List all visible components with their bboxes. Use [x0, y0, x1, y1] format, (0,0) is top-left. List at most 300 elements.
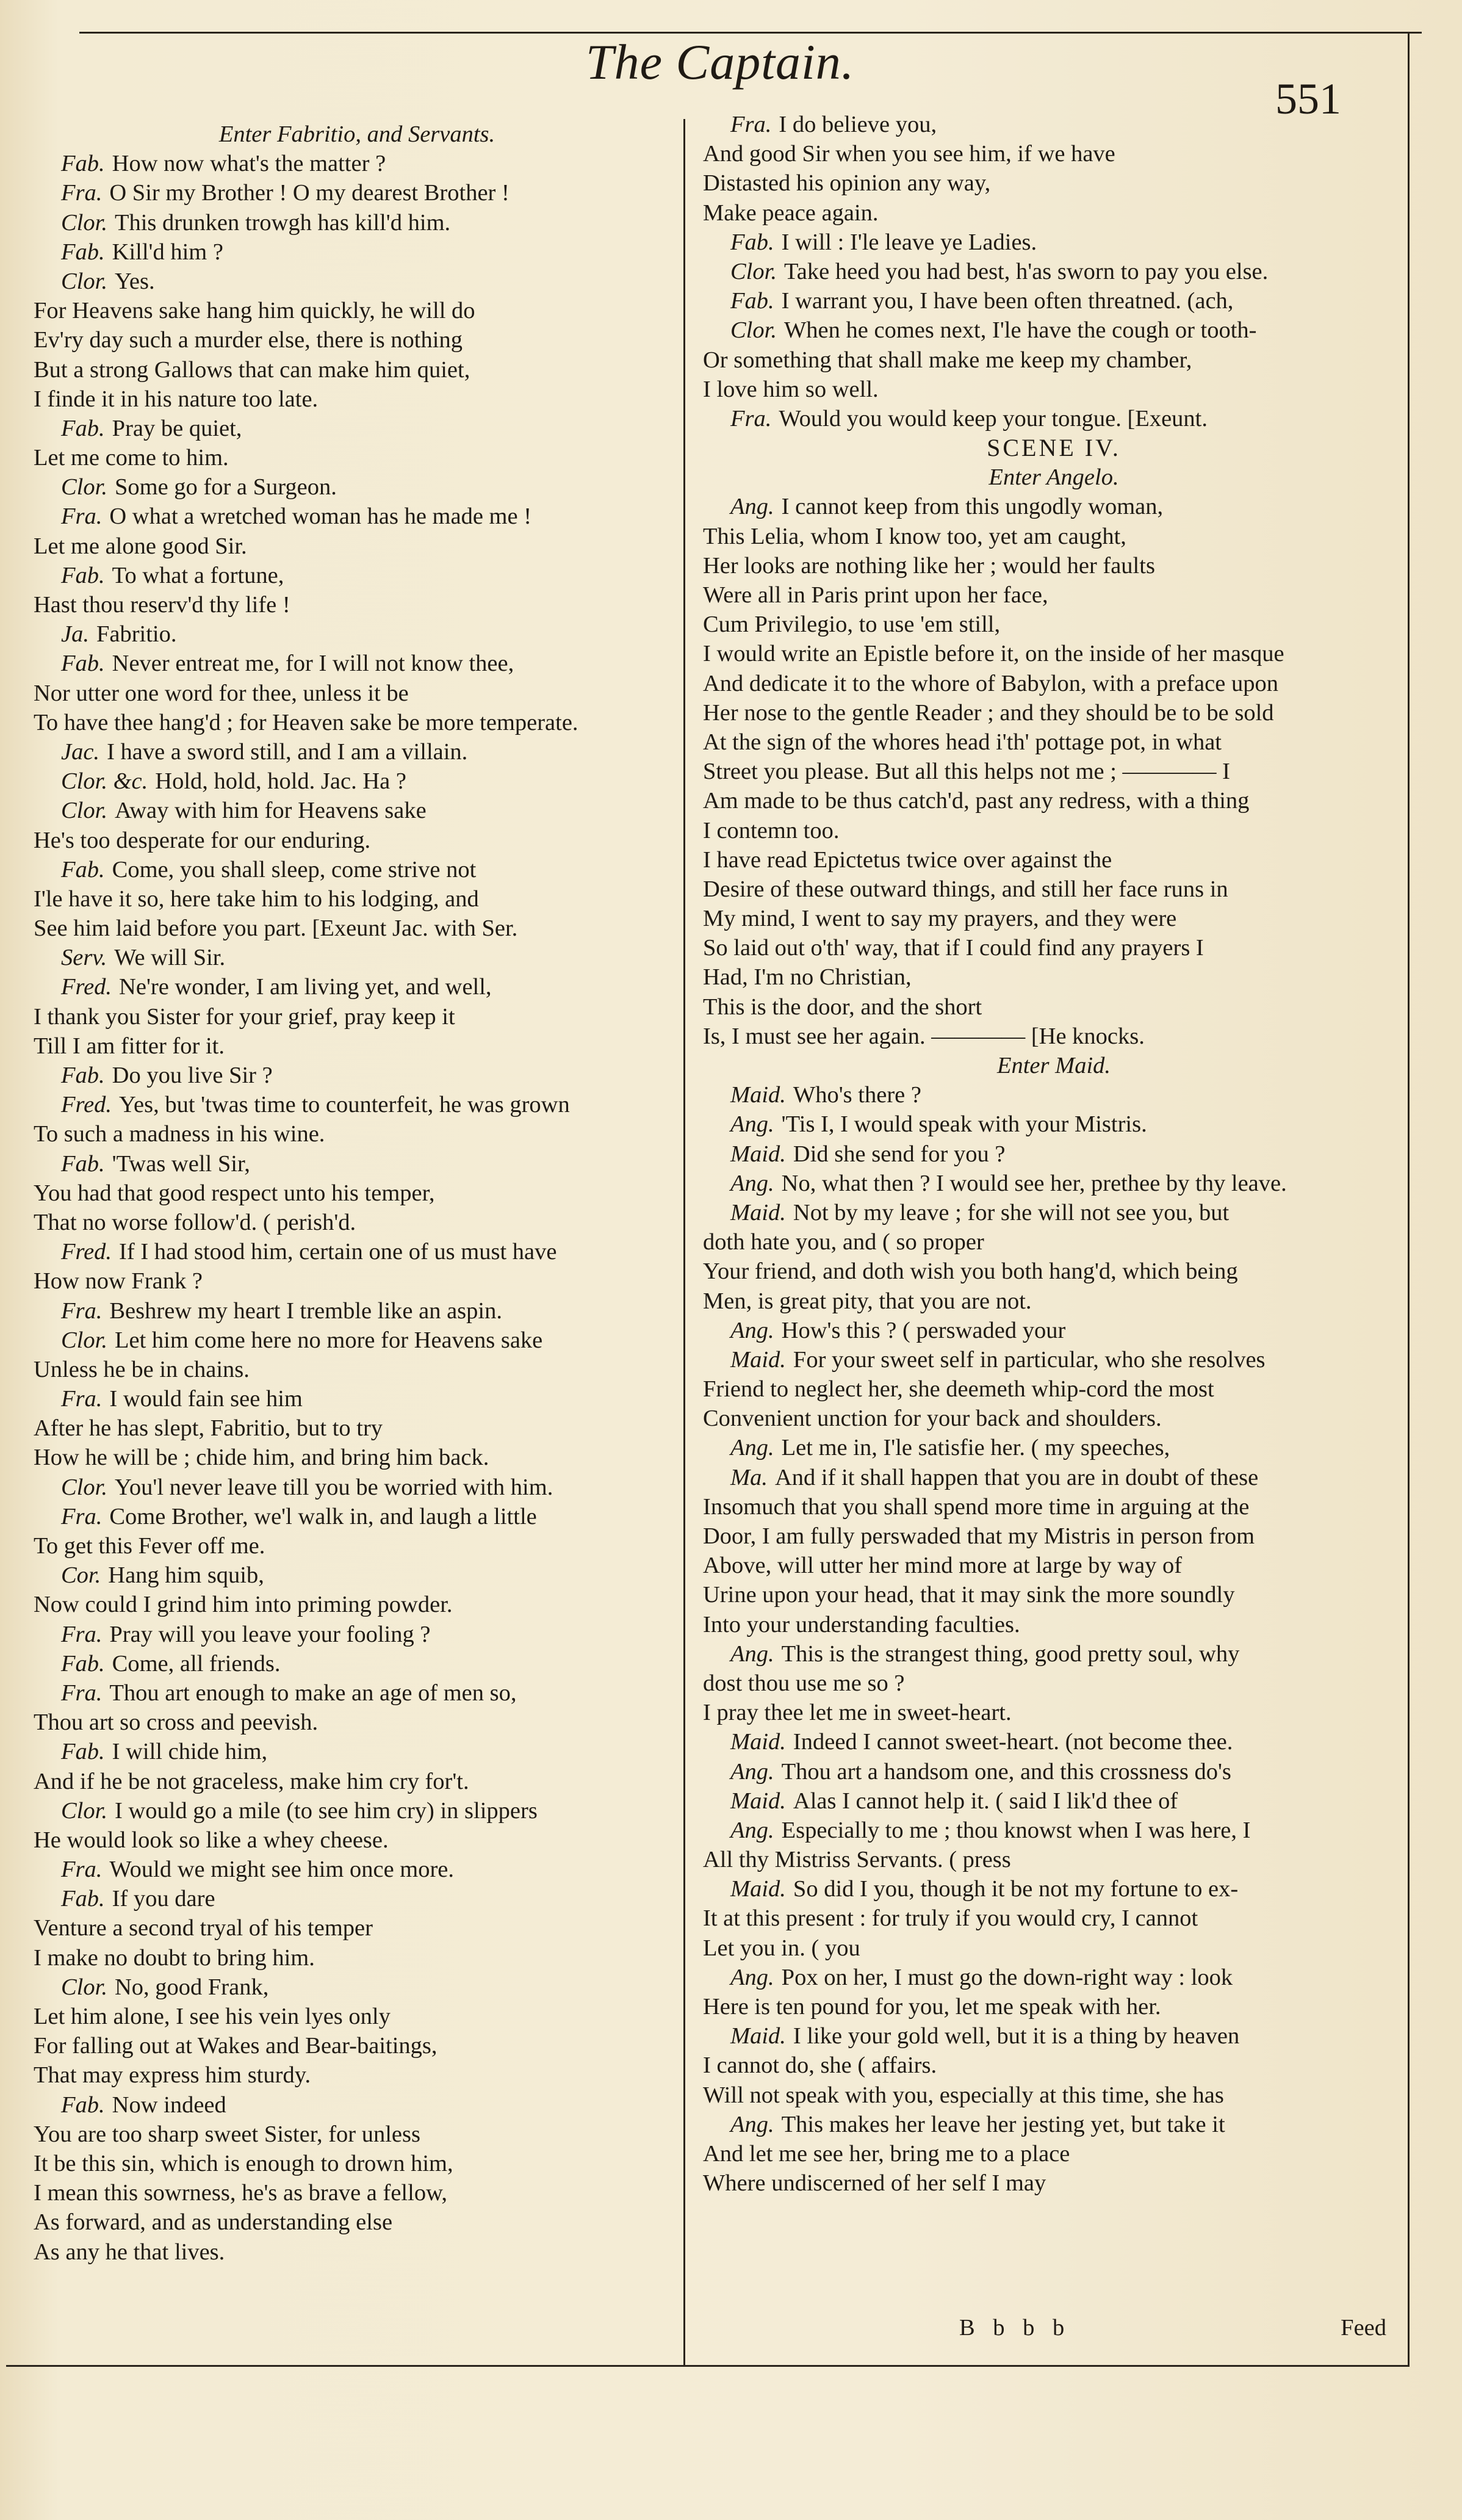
- line-text: All thy Mistriss Servants. ( press: [703, 1847, 1011, 1873]
- line-text: Let me in, I'le satisfie her. ( my speeches,: [781, 1435, 1170, 1461]
- verse-line: [34, 649, 680, 678]
- speaker-name: Fra.: [61, 1386, 103, 1412]
- line-text: We will Sir.: [114, 945, 226, 971]
- verse-line: [34, 1913, 680, 1943]
- verse-line: [34, 149, 680, 178]
- line-text: How now Frank ?: [34, 1268, 203, 1294]
- verse-line: [34, 1855, 680, 1884]
- verse-line: [34, 1208, 680, 1237]
- verse-line: [703, 992, 1405, 1022]
- speaker-name: Fra.: [61, 1298, 103, 1324]
- verse-line: [34, 1384, 680, 1413]
- line-text: Will not speak with you, especially at this time, she has: [703, 2082, 1224, 2108]
- speaker-name: Fra.: [730, 112, 772, 137]
- line-text: To what a fortune,: [112, 562, 284, 588]
- verse-line: [34, 2060, 680, 2090]
- verse-line: [34, 1031, 680, 1061]
- verse-line: [34, 2090, 680, 2120]
- line-text: Above, will utter her mind more at large by way of: [703, 1553, 1183, 1579]
- line-text: Convenient unction for your back and shoulders.: [703, 1406, 1162, 1432]
- verse-line: [703, 1257, 1405, 1286]
- line-text: You'l never leave till you be worried with him.: [114, 1474, 553, 1500]
- line-text: He would look so like a whey cheese.: [34, 1827, 389, 1853]
- verse-line: [703, 1080, 1405, 1110]
- verse-line: [34, 267, 680, 296]
- speaker-name: Fra.: [61, 504, 103, 530]
- line-text: As forward, and as understanding else: [34, 2209, 393, 2236]
- line-text: Pray be quiet,: [112, 415, 242, 441]
- line-text: Her looks are nothing like her ; would her faults: [703, 552, 1155, 579]
- speaker-name: Clor.: [61, 798, 107, 824]
- verse-line: [34, 826, 680, 855]
- verse-line: [703, 580, 1405, 610]
- speaker-name: Fred.: [61, 1239, 112, 1265]
- verse-line: [34, 2237, 680, 2267]
- speaker-name: Clor.: [61, 1974, 107, 2000]
- verse-line: [703, 1580, 1405, 1609]
- line-text: This drunken trowgh has kill'd him.: [114, 209, 451, 236]
- verse-line: [703, 492, 1405, 521]
- speaker-name: Fab.: [61, 562, 105, 588]
- verse-line: [34, 1943, 680, 1973]
- right-text-column: [703, 110, 1405, 2198]
- speaker-name: Clor.: [61, 1797, 107, 1824]
- line-text: He's too desperate for our enduring.: [34, 827, 371, 853]
- line-text: It be this sin, which is enough to drown him,: [34, 2150, 453, 2176]
- verse-line: [34, 2031, 680, 2060]
- speaker-name: Maid.: [730, 1729, 786, 1755]
- line-text: This Lelia, whom I know too, yet am caught,: [703, 523, 1126, 549]
- verse-line: [703, 1227, 1405, 1257]
- verse-line: [34, 2120, 680, 2149]
- line-text: Make peace again.: [703, 200, 879, 226]
- verse-line: [703, 286, 1405, 316]
- line-text: Is, I must see her again. ———— [He knocks.: [703, 1023, 1145, 1049]
- speaker-name: Fra.: [61, 180, 103, 206]
- verse-line: [34, 472, 680, 502]
- speaker-name: Ang.: [730, 1964, 774, 1990]
- verse-line: [34, 178, 680, 208]
- verse-line: [34, 619, 680, 649]
- verse-line: [703, 1404, 1405, 1433]
- line-text: Let you in. ( you: [703, 1935, 860, 1961]
- verse-line: [34, 325, 680, 355]
- line-text: Ev'ry day such a murder else, there is nothing: [34, 327, 463, 353]
- speaker-name: Fab.: [61, 1650, 105, 1677]
- speaker-name: Fab.: [61, 151, 105, 177]
- verse-line: [703, 168, 1405, 198]
- speaker-name: Fra.: [61, 1621, 103, 1647]
- line-text: Cum Privilegio, to use 'em still,: [703, 612, 1001, 638]
- speaker-name: Maid.: [730, 2023, 786, 2049]
- verse-line: [703, 1522, 1405, 1551]
- line-text: Come, you shall sleep, come strive not: [112, 856, 477, 883]
- verse-line: [34, 1884, 680, 1913]
- line-text: Fabritio.: [96, 621, 177, 648]
- verse-line: [34, 1973, 680, 2002]
- verse-line: [34, 532, 680, 561]
- verse-line: [703, 2110, 1405, 2139]
- line-text: My mind, I went to say my prayers, and they were: [703, 906, 1177, 932]
- verse-line: [34, 384, 680, 414]
- verse-line: [34, 355, 680, 384]
- verse-line: [34, 1413, 680, 1443]
- speaker-name: Jac.: [61, 738, 100, 765]
- stage-direction: Enter Maid.: [996, 1053, 1111, 1078]
- line-text: How's this ? ( perswaded your: [781, 1317, 1066, 1343]
- verse-line: [703, 1874, 1405, 1904]
- speaker-name: Clor.: [61, 209, 107, 236]
- line-text: dost thou use me so ?: [703, 1670, 905, 1696]
- verse-line: [703, 610, 1405, 639]
- speaker-name: Clor.: [61, 268, 107, 294]
- line-text: 'Tis I, I would speak with your Mistris.: [781, 1111, 1147, 1138]
- line-text: To such a madness in his wine.: [34, 1121, 325, 1147]
- line-text: If I had stood him, certain one of us must have: [119, 1239, 557, 1265]
- verse-line: [34, 561, 680, 590]
- verse-line: [703, 845, 1405, 875]
- verse-line: [703, 933, 1405, 962]
- line-text: I would fain see him: [109, 1386, 303, 1412]
- verse-line: [703, 2051, 1405, 2080]
- line-text: So laid out o'th' way, that if I could find any prayers I: [703, 935, 1204, 961]
- speaker-name: Clor.: [61, 1474, 107, 1500]
- line-text: Here is ten pound for you, let me speak with her.: [703, 1994, 1161, 2020]
- speaker-name: Serv.: [61, 945, 107, 971]
- line-text: Your friend, and doth wish you both hang'd, which being: [703, 1258, 1238, 1285]
- line-text: And if he be not graceless, make him cry for't.: [34, 1768, 469, 1794]
- verse-line: [703, 228, 1405, 257]
- verse-line: [703, 1786, 1405, 1816]
- line-text: Into your understanding faculties.: [703, 1611, 1020, 1637]
- line-text: Street you please. But all this helps not me ; ———— I: [703, 759, 1230, 785]
- line-text: Had, I'm no Christian,: [703, 964, 912, 991]
- line-text: Would we might see him once more.: [109, 1857, 455, 1883]
- verse-line: [703, 639, 1405, 668]
- verse-line: [703, 2168, 1405, 2198]
- verse-line: [34, 296, 680, 325]
- running-title: The Captain.: [586, 34, 855, 90]
- speaker-name: Fab.: [730, 229, 774, 255]
- verse-line: [34, 1326, 680, 1355]
- verse-line: [34, 1179, 680, 1208]
- line-text: Let him alone, I see his vein lyes only: [34, 2004, 391, 2029]
- speaker-name: Fab.: [61, 1063, 105, 1088]
- verse-line: [703, 757, 1405, 786]
- verse-line: [703, 522, 1405, 551]
- verse-line: [34, 855, 680, 884]
- verse-line: [34, 1708, 680, 1737]
- verse-line: [703, 345, 1405, 375]
- line-text: I pray thee let me in sweet-heart.: [703, 1700, 1012, 1726]
- verse-line: [34, 884, 680, 914]
- speaker-name: Fra.: [61, 1857, 103, 1883]
- line-text: Venture a second tryal of his temper: [34, 1915, 373, 1941]
- verse-line: [703, 1639, 1405, 1669]
- line-text: I do believe you,: [779, 112, 937, 137]
- speaker-name: Ma.: [730, 1464, 768, 1490]
- speaker-name: Fra.: [61, 1680, 103, 1706]
- speaker-name: Fab.: [61, 651, 105, 677]
- line-text: This is the door, and the short: [703, 994, 982, 1020]
- verse-line: [34, 1443, 680, 1472]
- signature-mark: B b b b: [959, 2315, 1071, 2341]
- line-text: 'Twas well Sir,: [112, 1150, 250, 1177]
- verse-line: [34, 1090, 680, 1119]
- verse-line: [34, 502, 680, 531]
- line-text: See him laid before you part. [Exeunt Jac. with Ser.: [34, 915, 518, 942]
- verse-line: [34, 708, 680, 737]
- line-text: How now what's the matter ?: [112, 151, 386, 177]
- line-text: No, good Frank,: [114, 1974, 269, 2000]
- speaker-name: Fab.: [61, 415, 105, 441]
- line-text: Some go for a Surgeon.: [114, 474, 337, 500]
- speaker-name: Maid.: [730, 1141, 786, 1167]
- line-text: I will chide him,: [112, 1739, 268, 1765]
- line-text: And good Sir when you see him, if we have: [703, 141, 1115, 167]
- speaker-name: Fab.: [61, 856, 105, 883]
- line-text: Insomuch that you shall spend more time in arguing at the: [703, 1493, 1250, 1520]
- speaker-name: Cor.: [61, 1562, 101, 1589]
- line-text: Not by my leave ; for she will not see you, but: [793, 1199, 1230, 1226]
- line-text: You are too sharp sweet Sister, for unless: [34, 2121, 420, 2147]
- line-text: And dedicate it to the whore of Babylon, with a preface upon: [703, 670, 1278, 696]
- verse-line: [703, 1845, 1405, 1874]
- speaker-name: Clor.: [61, 1327, 107, 1353]
- stage-direction: Enter Fabritio, and Servants.: [218, 121, 495, 147]
- verse-line: [703, 1345, 1405, 1374]
- line-text: Did she send for you ?: [793, 1141, 1006, 1167]
- verse-line: [34, 1796, 680, 1825]
- line-text: But a strong Gallows that can make him quiet,: [34, 356, 470, 383]
- verse-line: [703, 816, 1405, 845]
- line-text: And if it shall happen that you are in doubt of these: [774, 1464, 1259, 1490]
- verse-line: [34, 1266, 680, 1296]
- line-text: Friend to neglect her, she deemeth whip-cord the most: [703, 1376, 1214, 1403]
- line-text: For Heavens sake hang him quickly, he will do: [34, 298, 475, 324]
- line-text: Never entreat me, for I will not know thee,: [112, 651, 514, 677]
- line-text: How he will be ; chide him, and bring him back.: [34, 1445, 489, 1471]
- verse-line: [34, 2149, 680, 2178]
- verse-line: [34, 1590, 680, 1619]
- line-text: I cannot do, she ( affairs.: [703, 2052, 937, 2079]
- line-text: Come Brother, we'l walk in, and laugh a little: [109, 1503, 537, 1529]
- line-text: At the sign of the whores head i'th' pottage pot, in what: [703, 729, 1222, 755]
- speaker-name: Fab.: [61, 1739, 105, 1765]
- verse-line: [703, 1287, 1405, 1316]
- speaker-name: Ja.: [61, 621, 89, 648]
- verse-line: [34, 443, 680, 472]
- line-text: I will : I'le leave ye Ladies.: [781, 229, 1037, 255]
- speaker-name: Ang.: [730, 1317, 774, 1343]
- speaker-name: Ang.: [730, 1817, 774, 1843]
- line-text: Who's there ?: [793, 1082, 921, 1108]
- speaker-name: Maid.: [730, 1082, 786, 1108]
- line-text: Away with him for Heavens sake: [114, 798, 427, 824]
- verse-line: [34, 796, 680, 825]
- speaker-name: Ang.: [730, 1641, 774, 1667]
- verse-line: [34, 1002, 680, 1031]
- line-text: Hast thou reserv'd thy life !: [34, 592, 290, 618]
- verse-line: [34, 972, 680, 1002]
- verse-line: [703, 1992, 1405, 2021]
- page-number: 551: [1275, 74, 1341, 123]
- verse-line: [34, 2002, 680, 2031]
- line-text: I'le have it so, here take him to his lodging, and: [34, 886, 479, 912]
- line-text: That no worse follow'd. ( perish'd.: [34, 1209, 356, 1235]
- verse-line: [34, 1296, 680, 1326]
- line-text: Kill'd him ?: [112, 239, 223, 265]
- line-text: Now could I grind him into priming powder.: [34, 1592, 453, 1618]
- bottom-rule: [6, 2365, 1410, 2367]
- speaker-name: Ang.: [730, 1170, 774, 1196]
- verse-line: [34, 679, 680, 708]
- line-text: Her nose to the gentle Reader ; and they should be to be sold: [703, 699, 1274, 726]
- speaker-name: Maid.: [730, 1199, 786, 1226]
- line-text: You had that good respect unto his temper,: [34, 1180, 435, 1206]
- line-text: I love him so well.: [703, 376, 879, 402]
- line-text: doth hate you, and ( so proper: [703, 1229, 984, 1255]
- speaker-name: Clor.: [61, 474, 107, 500]
- verse-line: [703, 1727, 1405, 1756]
- line-text: I thank you Sister for your grief, pray keep it: [34, 1003, 455, 1030]
- verse-line: [34, 590, 680, 619]
- line-text: After he has slept, Fabritio, but to try: [34, 1415, 383, 1442]
- speaker-name: Ang.: [730, 1111, 774, 1138]
- verse-line: [34, 1561, 680, 1590]
- line-text: I mean this sowrness, he's as brave a fellow,: [34, 2180, 447, 2206]
- line-text: O what a wretched woman has he made me !: [109, 504, 532, 530]
- line-text: I cannot keep from this ungodly woman,: [781, 494, 1164, 520]
- scene-heading: SCENE IV.: [987, 434, 1121, 462]
- verse-line: [703, 1669, 1405, 1698]
- verse-line: [34, 1473, 680, 1502]
- line-text: Or something that shall make me keep my chamber,: [703, 347, 1192, 373]
- line-text: Unless he be in chains.: [34, 1356, 250, 1382]
- speaker-name: Ang.: [730, 1758, 774, 1785]
- speaker-name: Fred.: [61, 974, 112, 1000]
- verse-line: [703, 1963, 1405, 1992]
- left-text-column: [34, 120, 680, 2267]
- verse-line: [703, 1551, 1405, 1580]
- verse-line: [703, 1933, 1405, 1963]
- verse-line: [703, 1698, 1405, 1727]
- speaker-name: Ang.: [730, 2111, 774, 2137]
- verse-line: [703, 1022, 1405, 1051]
- verse-line: [703, 375, 1405, 404]
- verse-line: [34, 943, 680, 972]
- speaker-name: Ang.: [730, 494, 774, 520]
- page-footer: [703, 2313, 1405, 2342]
- speaker-name: Clor.: [730, 258, 777, 284]
- verse-line: [703, 1904, 1405, 1933]
- line-text: And let me see her, bring me to a place: [703, 2140, 1070, 2167]
- line-text: I like your gold well, but it is a thing by heaven: [793, 2023, 1240, 2049]
- line-text: Thou art a handsom one, and this crossness do's: [781, 1758, 1231, 1785]
- verse-line: [703, 669, 1405, 698]
- verse-line: [703, 2021, 1405, 2051]
- verse-line: [703, 875, 1405, 904]
- line-text: Thou art enough to make an age of men so,: [109, 1680, 517, 1706]
- verse-line: [34, 1649, 680, 1678]
- speaker-name: Maid.: [730, 1346, 786, 1373]
- line-text: Urine upon your head, that it may sink the more soundly: [703, 1582, 1235, 1608]
- line-text: Hang him squib,: [108, 1562, 264, 1589]
- verse-line: [703, 1139, 1405, 1169]
- line-text: When he comes next, I'le have the cough or tooth-: [783, 317, 1257, 344]
- line-text: That may express him sturdy.: [34, 2062, 311, 2089]
- verse-line: [703, 962, 1405, 992]
- line-text: Let me come to him.: [34, 445, 229, 471]
- verse-line: [34, 1237, 680, 1266]
- line-text: Do you live Sir ?: [112, 1063, 273, 1088]
- speaker-name: Fab.: [61, 1150, 105, 1177]
- line-text: Let me alone good Sir.: [34, 533, 247, 559]
- verse-line: [703, 727, 1405, 757]
- line-text: Alas I cannot help it. ( said I lik'd thee of: [793, 1788, 1178, 1814]
- verse-line: [34, 1061, 680, 1090]
- line-text: For falling out at Wakes and Bear-baitings,: [34, 2033, 438, 2059]
- verse-line: [34, 2178, 680, 2208]
- verse-line: [703, 139, 1405, 168]
- line-text: Especially to me ; thou knowst when I was here, I: [781, 1817, 1251, 1843]
- verse-line: [703, 698, 1405, 727]
- verse-line: [34, 1149, 680, 1179]
- verse-line: [703, 1757, 1405, 1786]
- line-text: It at this present : for truly if you would cry, I cannot: [703, 1905, 1198, 1932]
- line-text: Let him come here no more for Heavens sake: [114, 1327, 543, 1353]
- line-text: Men, is great pity, that you are not.: [703, 1288, 1032, 1314]
- verse-line: [34, 414, 680, 443]
- speaker-name: Ang.: [730, 1435, 774, 1461]
- speaker-name: Fab.: [730, 288, 774, 314]
- verse-line: [703, 1492, 1405, 1522]
- verse-line: [703, 1463, 1405, 1492]
- speaker-name: Clor.: [730, 317, 777, 344]
- line-text: This makes her leave her jesting yet, but take it: [781, 2111, 1225, 2137]
- verse-line: [703, 1374, 1405, 1404]
- speaker-name: Fab.: [61, 2092, 105, 2118]
- line-text: Desire of these outward things, and still her face runs in: [703, 876, 1228, 902]
- verse-line: [34, 1531, 680, 1561]
- speaker-name: Fab.: [61, 1886, 105, 1912]
- line-text: Pox on her, I must go the down-right way : look: [781, 1964, 1233, 1990]
- line-text: Beshrew my heart I tremble like an aspin.: [109, 1298, 502, 1324]
- line-text: Distasted his opinion any way,: [703, 170, 991, 197]
- line-text: Am made to be thus catch'd, past any redress, with a thing: [703, 788, 1250, 814]
- line-text: I contemn too.: [703, 817, 840, 843]
- line-text: Would you would keep your tongue. [Exeunt.: [779, 405, 1208, 431]
- speaker-name: Fab.: [61, 239, 105, 265]
- verse-line: [703, 1316, 1405, 1345]
- line-text: If you dare: [112, 1886, 215, 1912]
- verse-line: [34, 1620, 680, 1649]
- verse-line: [703, 551, 1405, 580]
- line-text: Yes, but 'twas time to counterfeit, he was grown: [119, 1092, 570, 1118]
- line-text: Door, I am fully perswaded that my Mistris in person from: [703, 1523, 1255, 1549]
- verse-line: [703, 110, 1405, 139]
- verse-line: [703, 1610, 1405, 1639]
- line-text: Till I am fitter for it.: [34, 1033, 225, 1059]
- line-text: Nor utter one word for thee, unless it be: [34, 680, 409, 706]
- verse-line: [34, 767, 680, 796]
- line-text: Were all in Paris print upon her face,: [703, 582, 1048, 608]
- line-text: Ne're wonder, I am living yet, and well,: [119, 974, 492, 1000]
- line-text: Where undiscerned of her self I may: [703, 2170, 1046, 2197]
- verse-line: [34, 1767, 680, 1796]
- verse-line: [34, 1737, 680, 1766]
- verse-line: [703, 786, 1405, 815]
